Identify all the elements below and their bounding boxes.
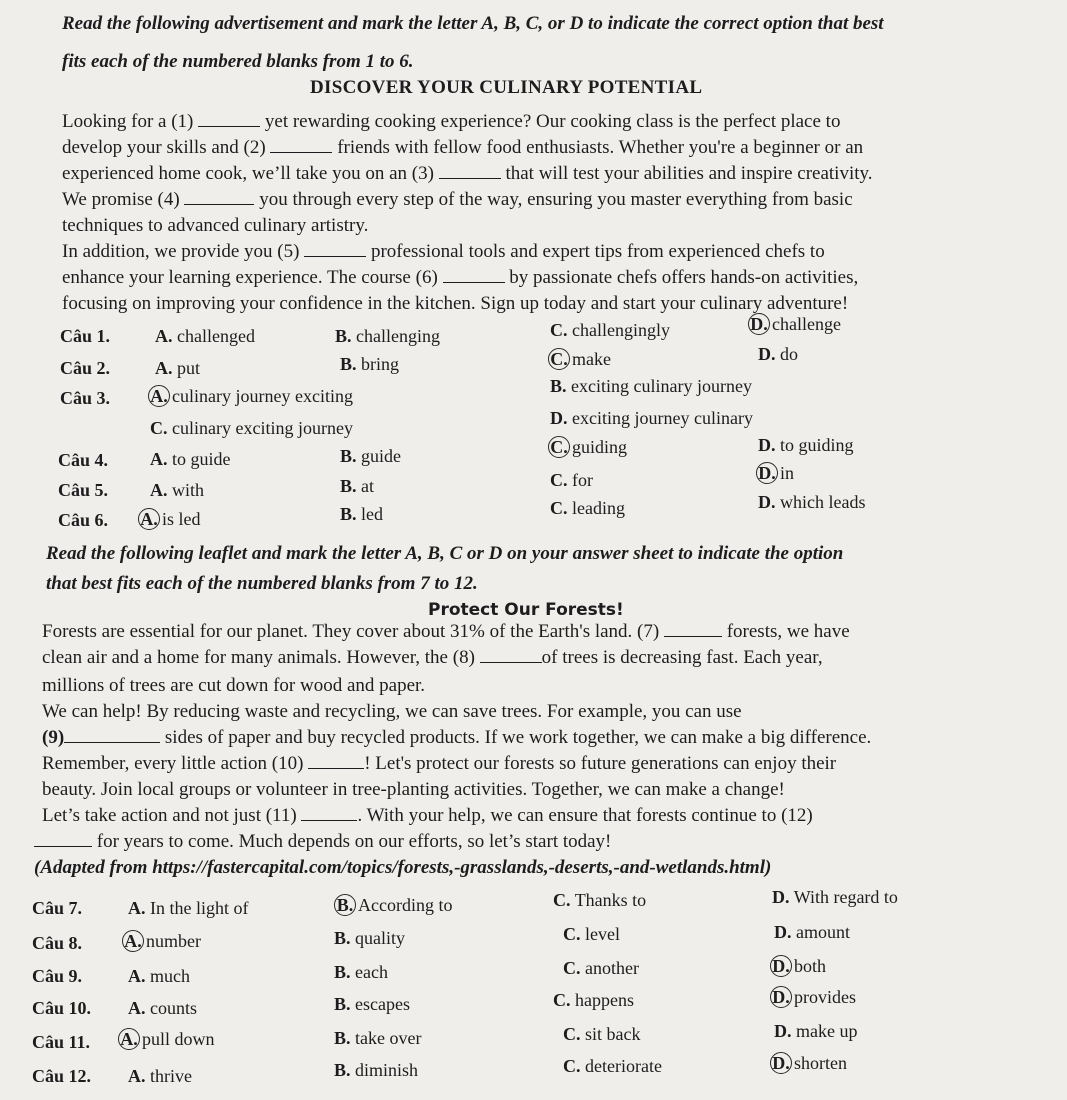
- option-c[interactable]: C. another: [563, 958, 639, 978]
- passage1-line-1: Looking for a (1) yet rewarding cooking experience? Our cooking class is the perfect place to: [62, 111, 841, 132]
- option-d[interactable]: D. amount: [774, 922, 850, 942]
- option-b[interactable]: B. challenging: [335, 326, 440, 346]
- instruction-2-line-1: Read the following leaflet and mark the letter A, B, C or D on your answer sheet to indicate the option: [46, 543, 844, 564]
- option-d-selected[interactable]: D. challenge: [748, 313, 841, 335]
- passage1-line-3: experienced home cook, we’ll take you on an (3) that will test your abilities and inspire creativity.: [62, 163, 873, 184]
- question-label: Câu 7.: [32, 898, 83, 918]
- option-d-selected[interactable]: D. provides: [770, 986, 856, 1008]
- passage1-line-7: enhance your learning experience. The course (6) by passionate chefs offers hands-on activities,: [62, 267, 859, 288]
- passage1-line-8: focusing on improving your confidence in the kitchen. Sign up today and start your culinary adventure!: [62, 293, 849, 314]
- question-label: Câu 11.: [32, 1032, 91, 1052]
- option-c[interactable]: C. challengingly: [550, 320, 670, 340]
- option-c[interactable]: C. deteriorate: [563, 1056, 662, 1076]
- option-a-selected[interactable]: A. number: [122, 930, 201, 952]
- option-d-selected[interactable]: D. shorten: [770, 1052, 847, 1074]
- option-c[interactable]: C. sit back: [563, 1024, 641, 1044]
- question-label: Câu 4.: [58, 450, 109, 470]
- leaflet-title: Protect Our Forests!: [428, 600, 624, 620]
- passage1-line-4: We promise (4) you through every step of the way, ensuring you master everything from basic: [62, 189, 853, 210]
- option-d-selected[interactable]: D. both: [770, 955, 826, 977]
- passage2-line-6: Remember, every little action (10) ! Let's protect our forests so future generations can enjoy their: [42, 753, 837, 774]
- option-a[interactable]: A. In the light of: [128, 898, 249, 918]
- option-d[interactable]: D. With regard to: [772, 887, 898, 907]
- question-label: Câu 12.: [32, 1066, 92, 1086]
- option-a[interactable]: A. much: [128, 966, 190, 986]
- option-c-selected[interactable]: C. guiding: [548, 436, 627, 458]
- advert-title: DISCOVER YOUR CULINARY POTENTIAL: [310, 77, 703, 98]
- option-a[interactable]: A. thrive: [128, 1066, 192, 1086]
- passage2-line-1: Forests are essential for our planet. They cover about 31% of the Earth's land. (7) forests, we have: [42, 621, 850, 642]
- question-label: Câu 1.: [60, 326, 111, 346]
- passage2-line-8: Let’s take action and not just (11) . With your help, we can ensure that forests continue to (12): [42, 805, 813, 826]
- question-label: Câu 5.: [58, 480, 109, 500]
- question-label: Câu 9.: [32, 966, 83, 986]
- option-c-selected[interactable]: C. make: [548, 348, 611, 370]
- question-label: Câu 2.: [60, 358, 111, 378]
- passage2-line-2: clean air and a home for many animals. However, the (8) of trees is decreasing fast. Each year,: [42, 647, 823, 668]
- instruction-1-line-2: fits each of the numbered blanks from 1 to 6.: [62, 51, 414, 72]
- option-a-selected[interactable]: A. culinary journey exciting: [148, 385, 353, 407]
- passage1-line-2: develop your skills and (2) friends with fellow food enthusiasts. Whether you're a beginner or an: [62, 137, 864, 158]
- passage2-line-4: We can help! By reducing waste and recycling, we can save trees. For example, you can use: [42, 701, 742, 722]
- passage2-line-5: (9) sides of paper and buy recycled products. If we work together, we can make a big difference.: [42, 727, 872, 748]
- source-citation: (Adapted from https://fastercapital.com/topics/forests,-grasslands,-deserts,-and-wetlands.html): [34, 857, 772, 878]
- option-b[interactable]: B. quality: [334, 928, 406, 948]
- option-b[interactable]: B. bring: [340, 354, 400, 374]
- passage2-line-9: for years to come. Much depends on our efforts, so let’s start today!: [34, 830, 611, 854]
- option-b[interactable]: B. at: [340, 476, 375, 496]
- option-d[interactable]: D. make up: [774, 1021, 858, 1041]
- option-d[interactable]: D. which leads: [758, 492, 866, 512]
- option-b[interactable]: B. take over: [334, 1028, 422, 1048]
- passage1-line-6: In addition, we provide you (5) professional tools and expert tips from experienced chefs to: [62, 241, 825, 262]
- option-b[interactable]: B. guide: [340, 446, 402, 466]
- option-a-selected[interactable]: A. pull down: [118, 1028, 215, 1050]
- option-c[interactable]: C. culinary exciting journey: [150, 418, 353, 438]
- option-c[interactable]: C. level: [563, 924, 620, 944]
- option-c[interactable]: C. leading: [550, 498, 625, 518]
- option-a[interactable]: A. challenged: [155, 326, 255, 346]
- option-d[interactable]: D. to guiding: [758, 435, 854, 455]
- option-a-selected[interactable]: A. is led: [138, 508, 201, 530]
- question-label: Câu 8.: [32, 933, 83, 953]
- option-b[interactable]: B. diminish: [334, 1060, 419, 1080]
- option-b[interactable]: B. escapes: [334, 994, 410, 1014]
- option-a[interactable]: A. to guide: [150, 449, 231, 469]
- option-a[interactable]: A. put: [155, 358, 201, 378]
- option-b[interactable]: B. exciting culinary journey: [550, 376, 752, 396]
- option-c[interactable]: C. Thanks to: [553, 890, 647, 910]
- option-b[interactable]: B. led: [340, 504, 384, 524]
- passage1-line-5: techniques to advanced culinary artistry.: [62, 215, 369, 236]
- question-label: Câu 6.: [58, 510, 109, 530]
- option-a[interactable]: A. counts: [128, 998, 197, 1018]
- instruction-2-line-2: that best fits each of the numbered blanks from 7 to 12.: [46, 573, 478, 594]
- option-d-selected[interactable]: D. in: [756, 462, 794, 484]
- option-c[interactable]: C. for: [550, 470, 593, 490]
- option-b[interactable]: B. each: [334, 962, 388, 982]
- option-d[interactable]: D. do: [758, 344, 798, 364]
- option-b-selected[interactable]: B. According to: [334, 894, 452, 916]
- instruction-1-line-1: Read the following advertisement and mark the letter A, B, C, or D to indicate the correct option that best: [62, 13, 884, 34]
- question-label: Câu 3.: [60, 388, 111, 408]
- passage2-line-3: millions of trees are cut down for wood and paper.: [42, 675, 426, 696]
- option-d[interactable]: D. exciting journey culinary: [550, 408, 753, 428]
- question-label: Câu 10.: [32, 998, 92, 1018]
- passage2-line-7: beauty. Join local groups or volunteer in tree-planting activities. Together, we can make a change!: [42, 779, 785, 800]
- option-c[interactable]: C. happens: [553, 990, 634, 1010]
- option-a[interactable]: A. with: [150, 480, 205, 500]
